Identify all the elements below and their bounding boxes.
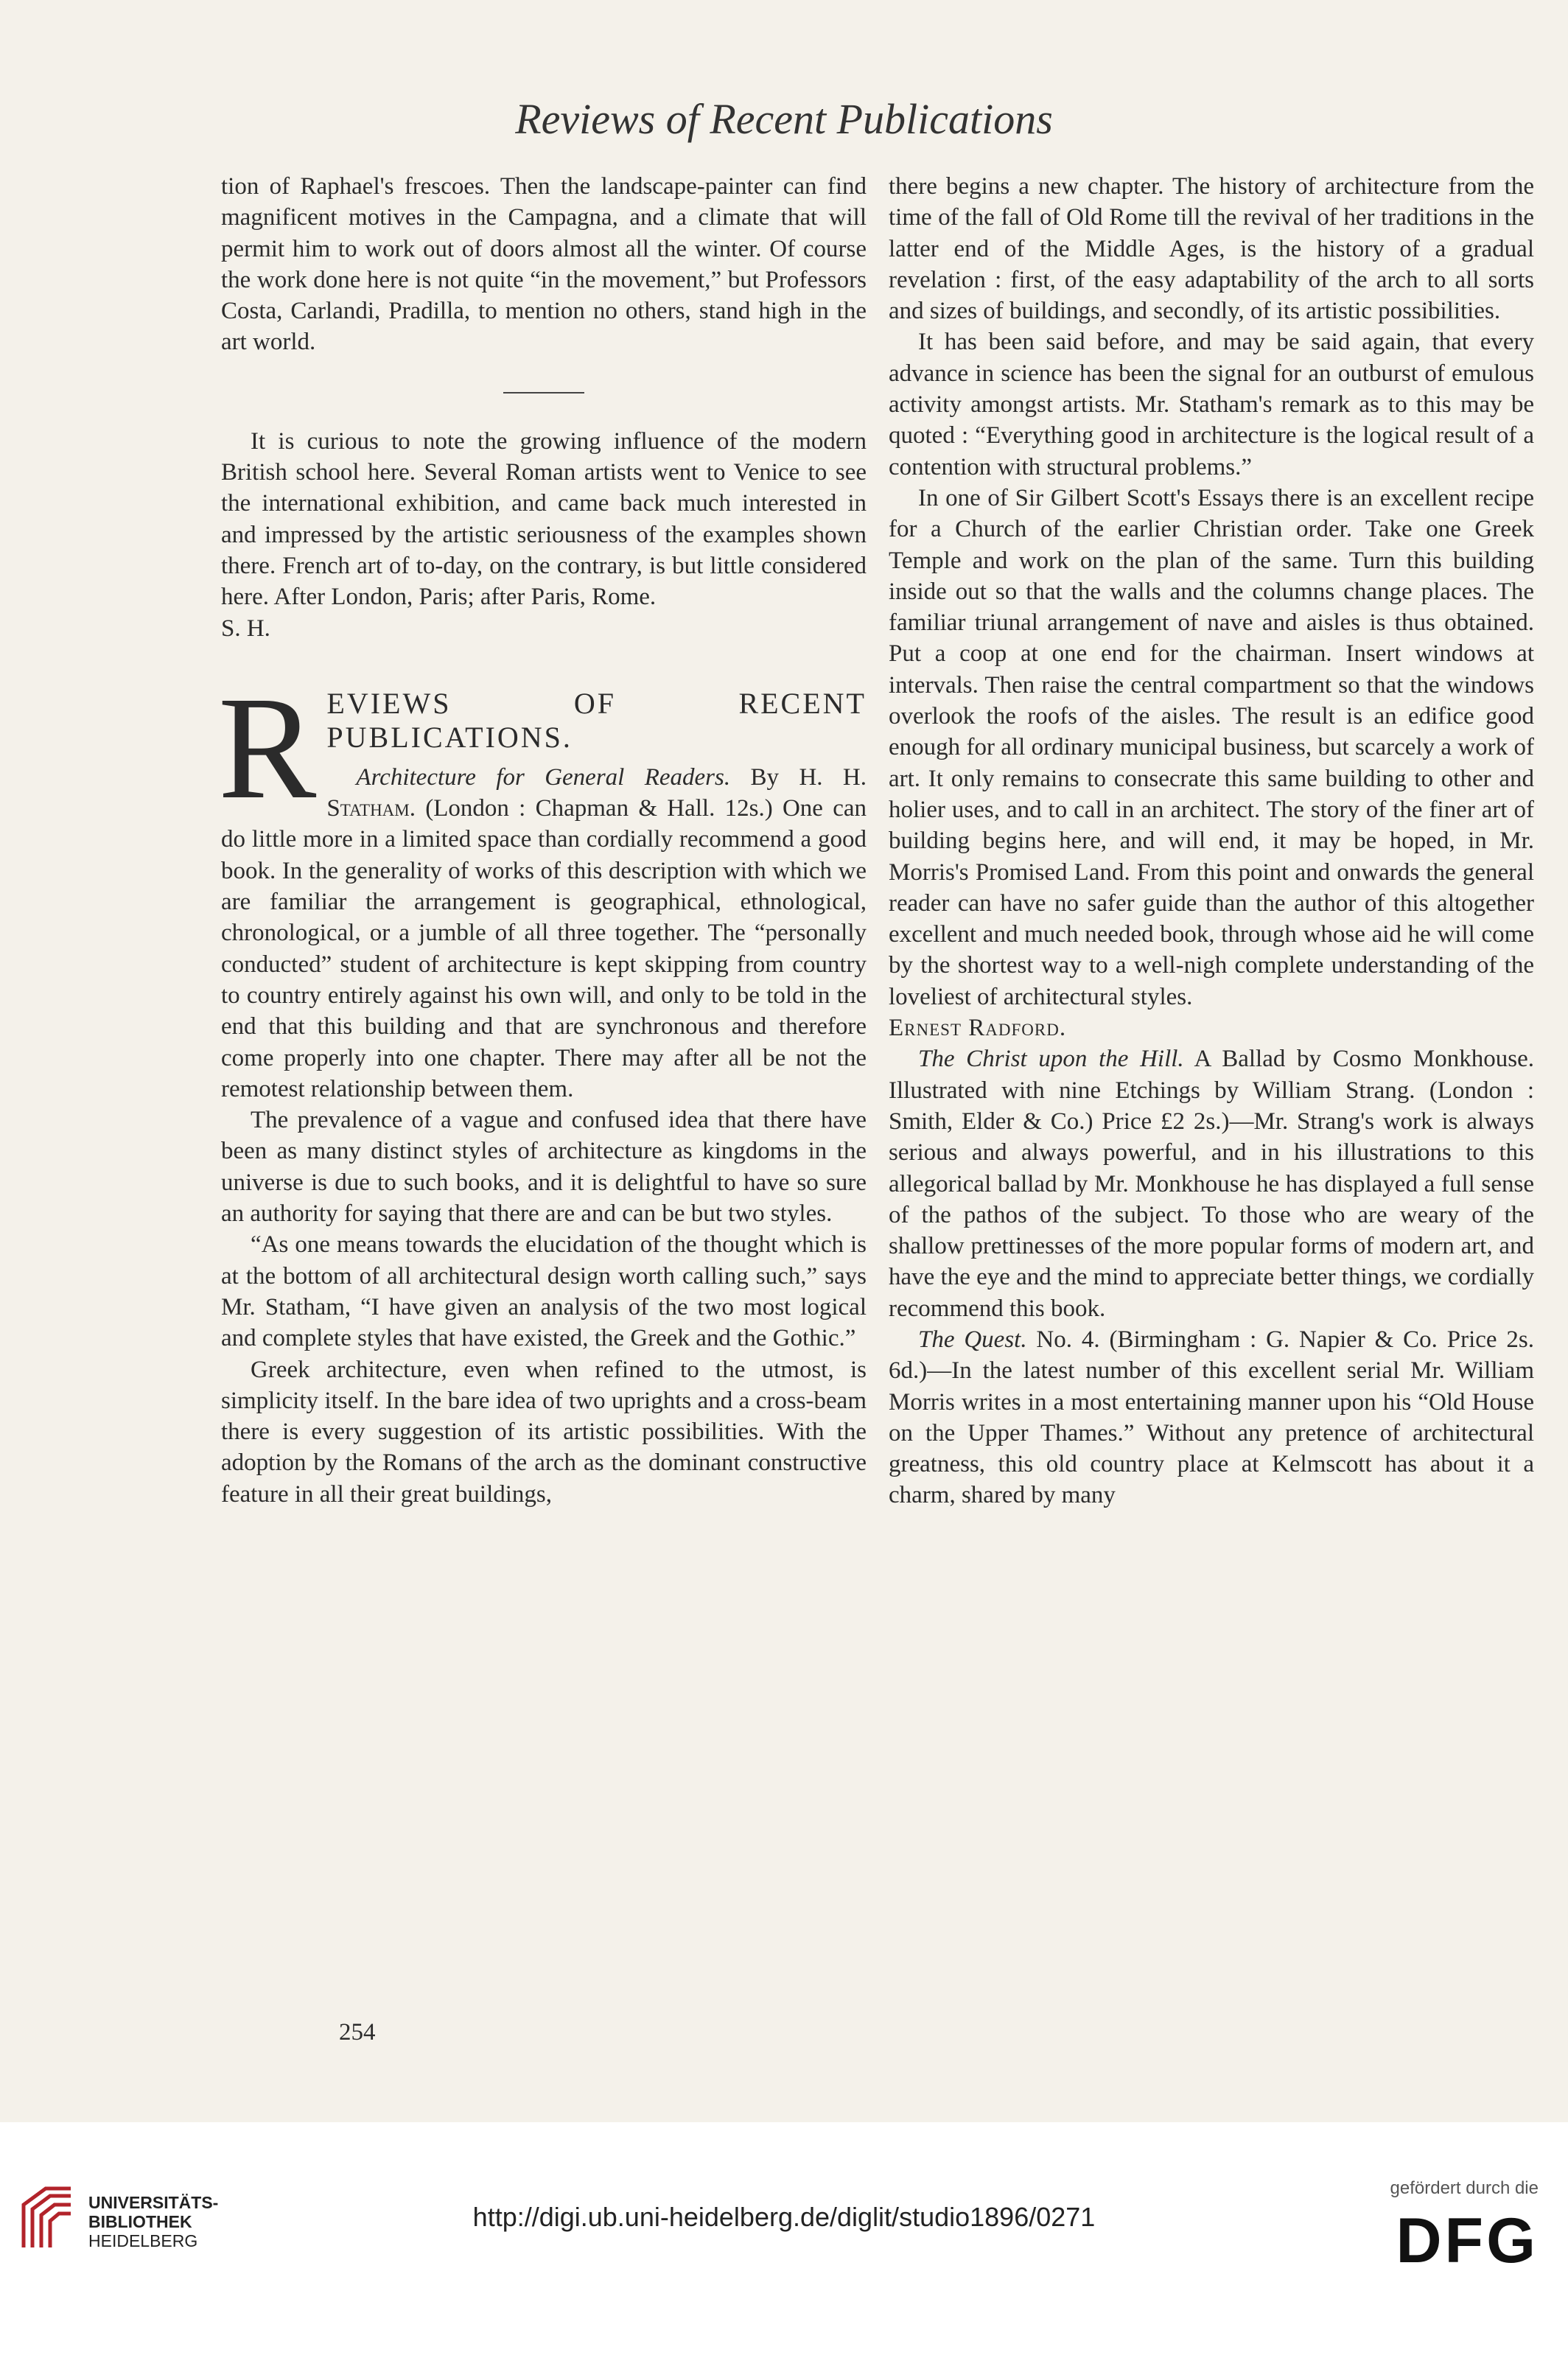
page-number: 254 xyxy=(339,2019,376,2046)
running-head: Reviews of Recent Publications xyxy=(515,95,1053,143)
left-column xyxy=(218,171,867,1510)
paragraph: It is curious to note the growing influence of the modern British school here. Several Roman artists went to Venice to see the international exhibition, and came back much interested in and impressed by the artistic seriousness of the examples shown there. French art of to-day, on the contrary, is but little considered here. After London, Paris; after Paris, Rome. xyxy=(221,427,867,611)
section-heading: EVIEWS OF RECENT PUBLICATIONS. xyxy=(326,686,867,754)
book-title: The Christ upon the Hill. xyxy=(918,1046,1184,1073)
paragraph: there begins a new chapter. The history of architecture from the time of the fall of Old Rome till the revival of her traditions in the latter end of the Middle Ages, is the history of a gradual revelation : first, of the easy adaptability of the arch to all sorts and sizes of buildings, and secondly, of its artistic possibilities. xyxy=(889,173,1534,325)
permalink-url[interactable]: http://digi.ub.uni-heidelberg.de/diglit/studio1896/0271 xyxy=(472,2202,1096,2232)
paragraph: In one of Sir Gilbert Scott's Essays there is an excellent recipe for a Church of the earlier Christian order. Take one Greek Temple and work on the plan of the same. Turn this building inside out so that the walls and the columns change places. The familiar triunal arrangement of nave and aisles is thus obtained. Put a coop at one end for the chairman. Insert windows at intervals. Then raise the central compartment so that the windows overlook the roofs of the aisles. The result is an edifice good enough for all ordinary municipal business, but scarcely a work of art. It only remains to consecrate this same building to other and holier uses, and to call in an architect. The story of the finer art of building begins here, and will end, it may be hoped, in Mr. Morris's Promised Land. From this point and onwards the general reader can have no safer guide than the author of this altogether excellent and much needed book, through whose aid he will come by the shortest way to a well-nigh complete understanding of the loveliest of architectural styles. xyxy=(889,484,1534,1010)
digitization-footer xyxy=(0,2122,1568,2372)
review-paragraph xyxy=(221,762,867,1105)
paragraph: tion of Raphael's frescoes. Then the landscape-painter can find magnificent motives in the Campagna, and a climate that will permit him to work out of doors almost all the winter. Of course the work done here is not quite “in the movement,” but Professors Costa, Carlandi, Pradilla, to mention no others, stand high in the art world. xyxy=(221,173,867,356)
paragraph: The prevalence of a vague and confused idea that there have been as many distinct styles of architecture as kingdoms in the universe is due to such books, and it is delightful to have so sure an authority for saying that there are and can be but two styles. xyxy=(221,1107,867,1228)
signature: Ernest Radford. xyxy=(889,1015,1067,1042)
funded-by-label: gefördert durch die xyxy=(1390,2178,1539,2198)
right-column xyxy=(889,171,1534,1511)
library-name-line: UNIVERSITÄTS- xyxy=(88,2193,219,2212)
by-text: By xyxy=(730,763,799,791)
author-name: H. H. Statham. xyxy=(326,763,867,822)
library-name-line: HEIDELBERG xyxy=(88,2231,198,2250)
review-text: No. 4. (Birmingham : G. Napier & Co. Price 2s. 6d.)—In the latest number of this excellent serial Mr. William Morris writes in a most entertaining manner upon his “Old House on the Upper Thames.” Without any pretence of architectural greatness, this old country place at Kelmscott has about it a charm, shared by many xyxy=(889,1326,1534,1509)
paragraph: “As one means towards the elucidation of the thought which is at the bottom of all architectural design worth calling such,” says Mr. Statham, “I have given an analysis of the two most logical and complete styles that have existed, the Greek and the Gothic.” xyxy=(221,1231,867,1352)
review-text: (London : Chapman & Hall. 12s.) One can do little more in a limited space than cordially recommend a good book. In the generality of works of this description with which we are familiar the arrangement is geographical, ethnological, chronological, or a jumble of all three together. The “personally conducted” student of architecture is kept skipping from country to country entirely against his own will, and only to be told in the end that this building and that are synchronous and therefore come properly into one chapter. There may after all be not the remotest relationship between them. xyxy=(221,795,867,1102)
book-title: The Quest. xyxy=(918,1326,1027,1353)
book-title: Architecture for General Readers. xyxy=(356,763,731,791)
review-paragraph xyxy=(889,1043,1534,1324)
signature: S. H. xyxy=(221,615,270,642)
review-paragraph xyxy=(889,1324,1534,1511)
reviews-section xyxy=(218,666,867,1105)
section-separator xyxy=(503,392,584,393)
paragraph: Greek architecture, even when refined to the utmost, is simplicity itself. In the bare idea of two uprights and a cross-beam there is every suggestion of its artistic possibilities. With the adoption by the Romans of the arch as the dominant constructive feature in all their great buildings, xyxy=(221,1356,867,1508)
spacer xyxy=(221,644,867,687)
library-name-line: BIBLIOTHEK xyxy=(88,2212,192,2231)
review-text: A Ballad by Cosmo Monkhouse. Illustrated with nine Etchings by William Strang. (London : Smith, Elder & Co.) Price £2 2s.)—Mr. Strang's work is always serious and always powerful, and in his illustrations to this allegorical ballad by Mr. Monkhouse he has displayed a full sense of the pathos of the subject. To those who are weary of the shallow prettinesses of the more popular forms of modern art, and have the eye and the mind to appreciate better things, we cordially recommend this book. xyxy=(889,1046,1535,1322)
paragraph: It has been said before, and may be said again, that every advance in science has been the signal for an outburst of emulous activity amongst artists. Mr. Statham's remark as to this may be quoted : “Everything good in architecture is the logical result of a contention with structural problems.” xyxy=(889,329,1534,480)
drop-cap: R xyxy=(218,666,317,830)
dfg-logo: DFG xyxy=(1396,2205,1539,2276)
